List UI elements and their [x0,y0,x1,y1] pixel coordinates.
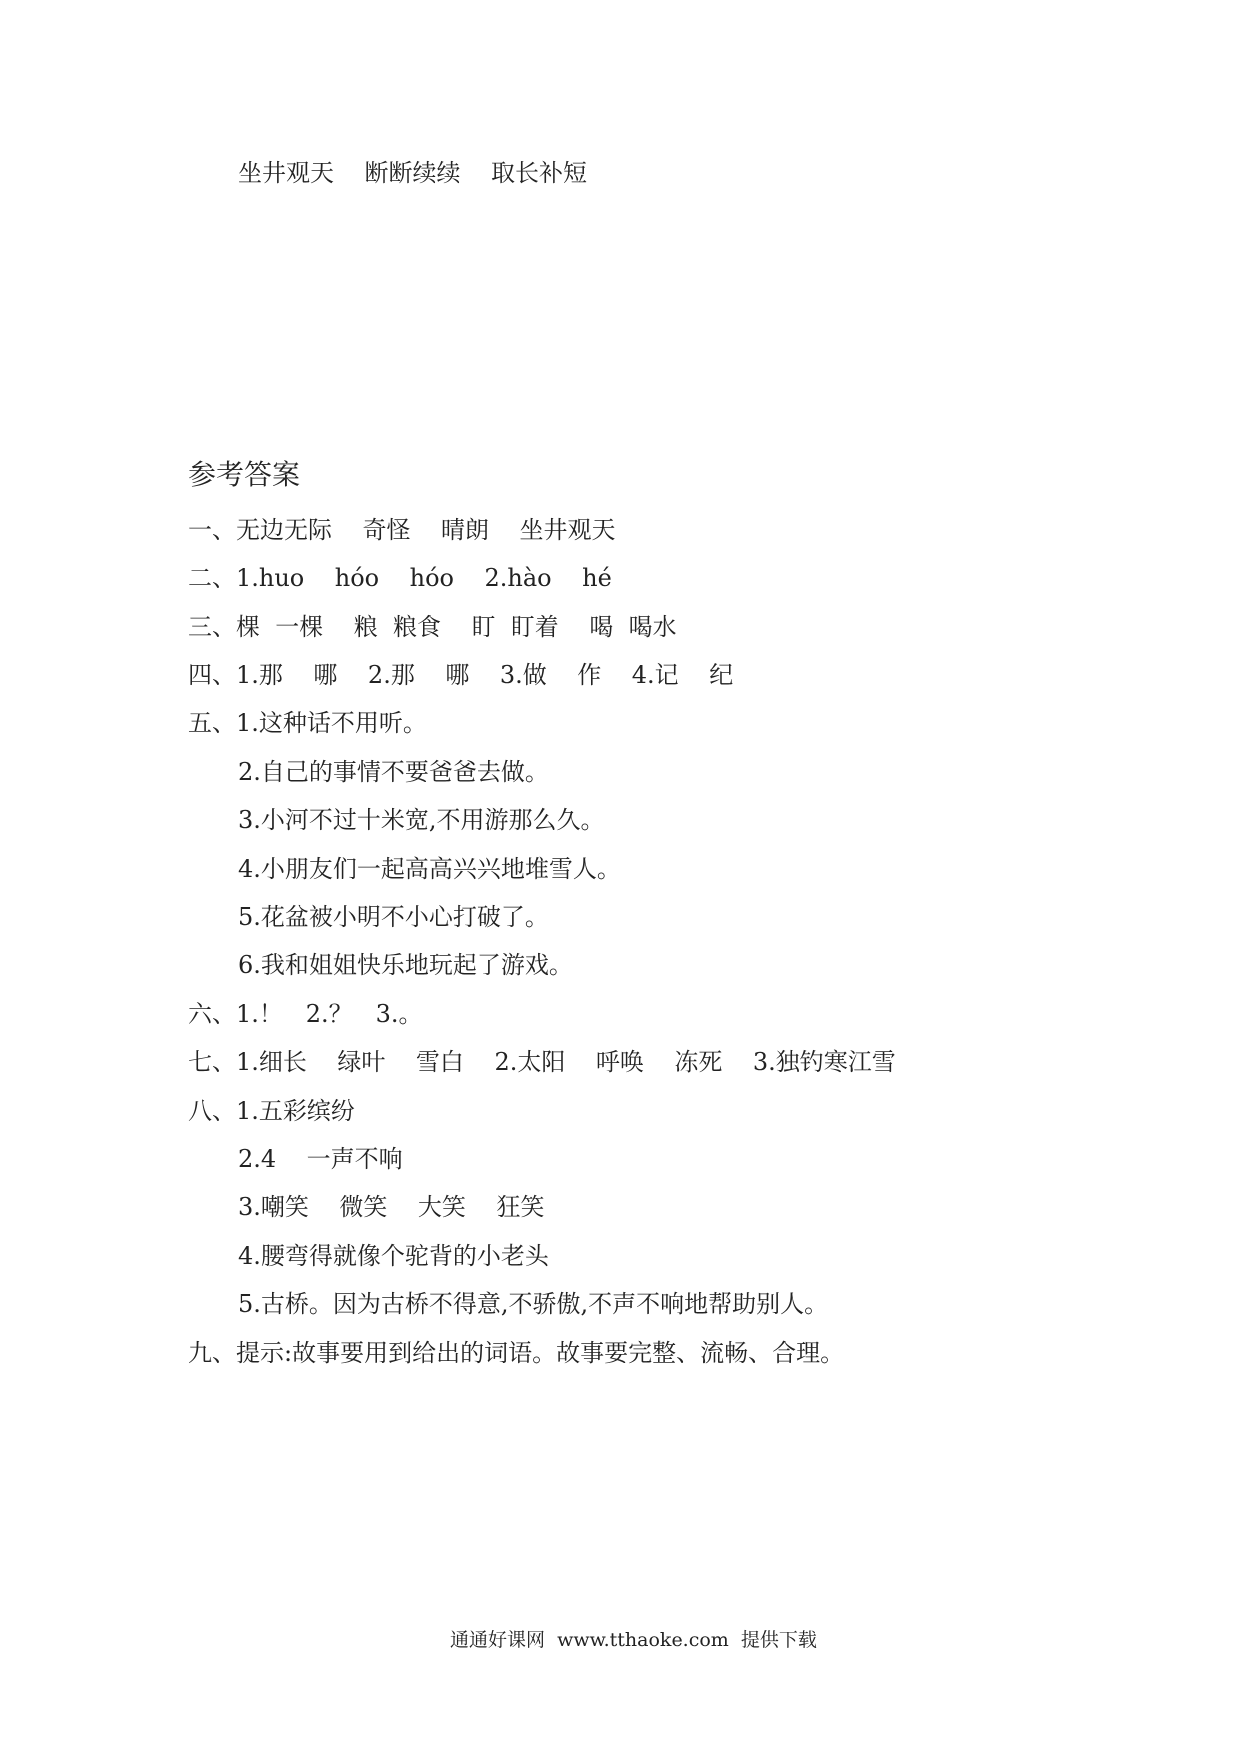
answer-line: 6.我和姐姐快乐地玩起了游戏。 [238,951,573,979]
answer-line: 六、1.！ 2.？ 3.。 [188,1000,423,1028]
answer-line: 3.小河不过十米宽,不用游那么久。 [238,806,605,834]
answer-line: 5.花盆被小明不小心打破了。 [238,903,549,931]
page-footer: 通通好课网 www.tthaoke.com 提供下载 [450,1629,817,1651]
answer-line: 2.4 一声不响 [238,1145,403,1173]
answer-line: 3.嘲笑 微笑 大笑 狂笑 [238,1193,545,1221]
answer-line: 2.自己的事情不要爸爸去做。 [238,758,549,786]
answer-line: 九、提示:故事要用到给出的词语。故事要完整、流畅、合理。 [188,1339,845,1367]
answer-line: 五、1.这种话不用听。 [188,709,427,737]
top-idiom-line: 坐井观天 断断续续 取长补短 [238,159,588,187]
answer-line: 一、无边无际 奇怪 晴朗 坐井观天 [188,516,616,544]
answer-line: 八、1.五彩缤纷 [188,1097,355,1125]
answer-line: 三、棵 一棵 粮 粮食 盯 盯着 喝 喝水 [188,613,677,641]
answer-line: 4.小朋友们一起高高兴兴地堆雪人。 [238,855,621,883]
answer-line: 4.腰弯得就像个驼背的小老头 [238,1242,549,1270]
answers-title: 参考答案 [188,458,301,491]
answer-line: 四、1.那 哪 2.那 哪 3.做 作 4.记 纪 [188,661,734,689]
answer-line: 5.古桥。因为古桥不得意,不骄傲,不声不响地帮助别人。 [238,1290,829,1318]
answer-line: 七、1.细长 绿叶 雪白 2.太阳 呼唤 冻死 3.独钓寒江雪 [188,1048,896,1076]
answer-line: 二、1.huo hóo hóo 2.hào hé [188,564,612,592]
